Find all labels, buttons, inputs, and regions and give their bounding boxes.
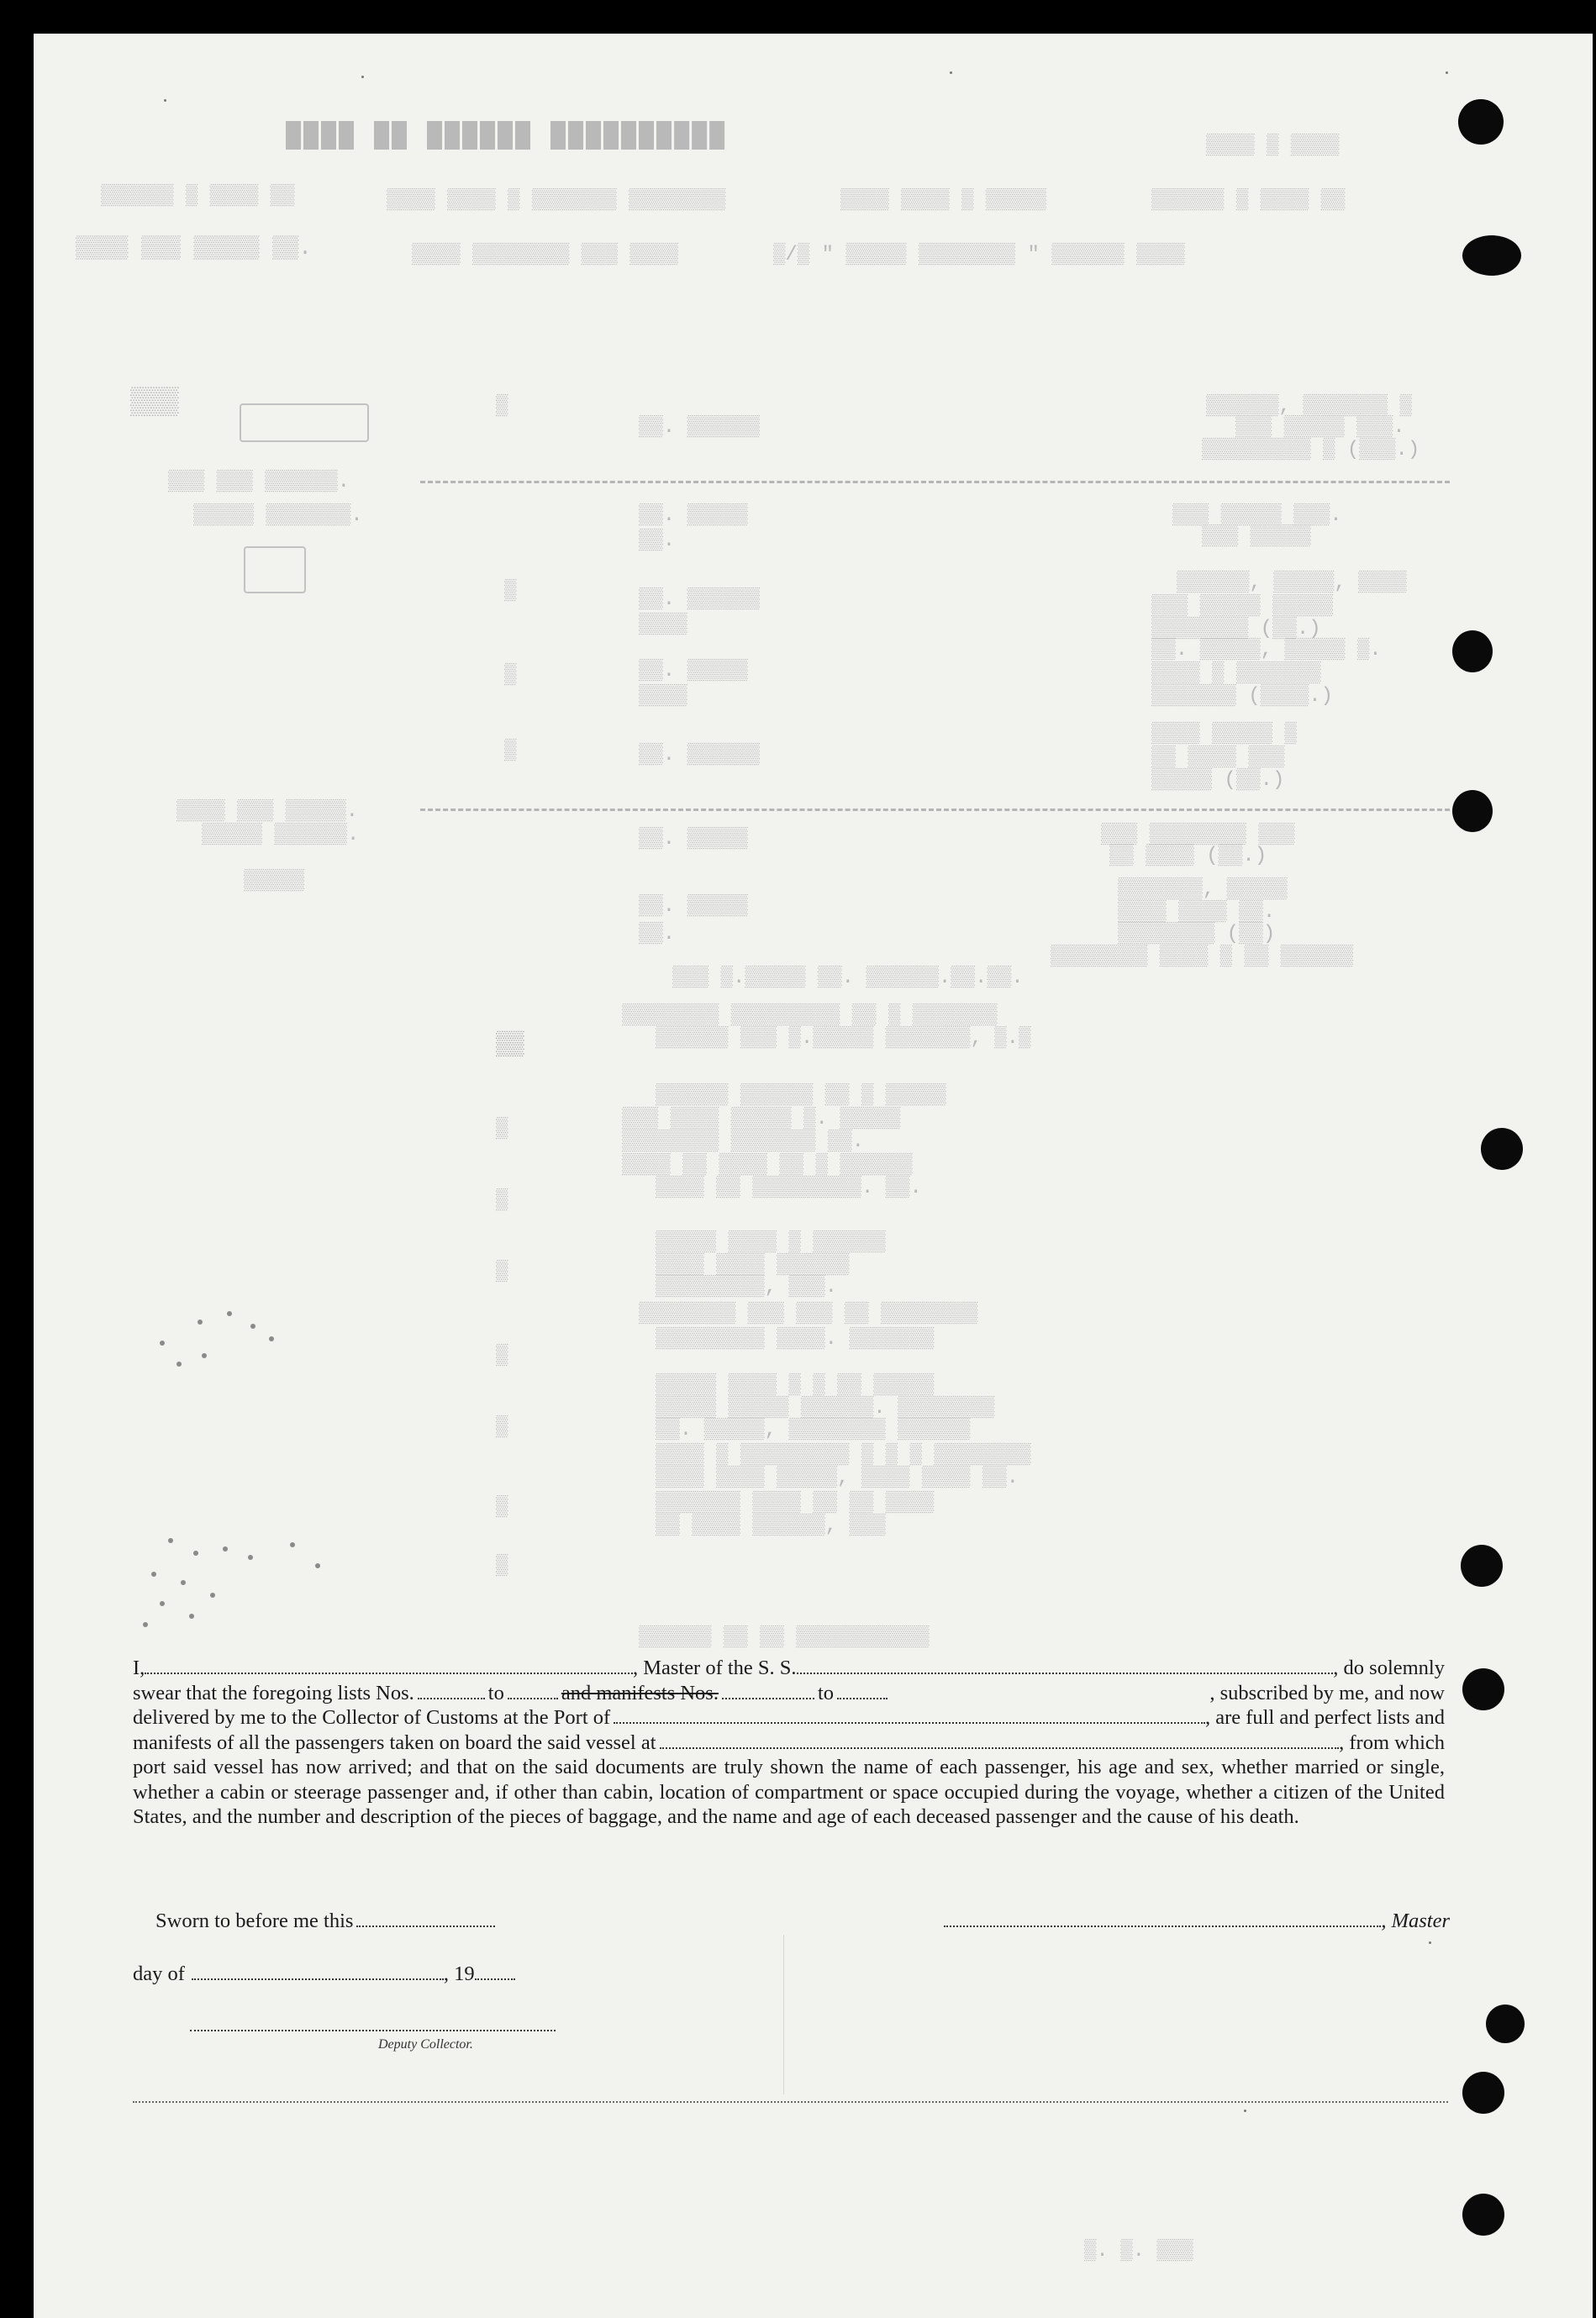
day-field — [192, 1963, 444, 1980]
punch-hole-2 — [1462, 235, 1521, 276]
oath-manifests-nos: and manifests Nos. — [561, 1681, 719, 1704]
punch-hole-10 — [1462, 2194, 1504, 2236]
document-page: ████ ██ ██████ ██████████ ▒▒▒▒▒▒ ▒ ▒▒▒▒ ▒▒ ▒▒▒▒ ▒▒▒▒ ▒ ▒▒▒▒▒▒▒ ▒▒▒▒▒▒▒▒ ▒▒▒▒ ▒▒▒▒ ▒ ▒▒▒▒▒ ▒▒▒▒▒▒ ▒ ▒▒▒▒ ▒▒ ▒▒▒▒ ▒▒▒ ▒▒▒▒▒ ▒▒. ▒▒▒▒ ▒▒▒▒▒▒▒▒ ▒▒▒ ▒▒▒▒ ▒/▒ " ▒▒▒▒▒ ▒▒▒▒▒▒▒▒ " ▒▒▒▒▒▒ ▒▒▒▒ ▒▒▒▒ ▒ ▒▒▒▒ ▒▒▒ ▒▒▒▒▒▒, ▒▒▒▒▒▒▒ ▒ ▒▒▒ ▒▒▒▒▒ ▒▒▒. ▒▒▒▒▒▒▒▒▒ ▒ (▒▒▒.) ▒▒. ▒▒▒▒▒▒ ▒ ▒▒▒ ▒▒▒ ▒▒▒▒▒▒. ▒▒▒▒▒ ▒▒▒▒▒▒▒. ▒▒▒ ▒▒▒▒▒ ▒▒▒. ▒▒▒ ▒▒▒▒▒ ▒▒. ▒▒▒▒▒ ▒▒. ▒▒▒▒▒▒, ▒▒▒▒▒, ▒▒▒▒ ▒▒▒ ▒▒▒▒▒ ▒▒▒▒▒ ▒▒▒▒▒▒▒▒ (▒▒.) ▒▒. ▒▒▒▒▒▒ ▒▒▒▒ ▒ ▒▒. ▒▒▒▒▒, ▒▒▒▒▒ ▒. ▒▒▒▒ ▒ ▒▒▒▒▒▒▒ ▒▒▒▒▒▒▒ (▒▒▒▒.) ▒▒. ▒▒▒▒▒ ▒▒▒▒ ▒ ▒▒▒▒ ▒▒▒▒▒ ▒ ▒▒ ▒▒▒▒ ▒▒▒ ▒▒▒▒▒ (▒▒.) ▒▒. ▒▒▒▒▒▒ ▒ ▒▒▒▒ ▒▒▒ ▒▒▒▒▒. ▒▒▒▒▒ ▒▒▒▒▒▒. ▒▒▒▒▒ ▒▒▒ ▒▒▒▒▒▒▒▒ ▒▒▒ ▒▒ ▒▒▒▒ (▒▒.) ▒▒. ▒▒▒▒▒ ▒▒▒▒▒▒▒, ▒▒▒▒▒ ▒▒▒▒ ▒▒▒▒ ▒▒. ▒▒▒▒▒▒▒▒ (▒▒) ▒▒▒▒▒▒▒▒ ▒▒▒▒ ▒ ▒▒ ▒▒▒▒▒▒ ▒▒▒ ▒.▒▒▒▒▒ ▒▒. ▒▒▒▒▒▒.▒▒.▒▒. ▒▒. ▒▒▒▒▒ ▒▒. ▒▒▒▒▒▒▒▒ ▒▒▒▒▒▒▒▒▒ ▒▒ ▒ ▒▒▒▒▒▒▒ ▒▒▒▒▒▒ ▒▒▒ ▒.▒▒▒▒▒ ▒▒▒▒▒▒▒, ▒.▒ ▒▒ ▒▒▒▒▒▒ ▒▒▒▒▒▒ ▒▒ ▒ ▒▒▒▒▒ ▒▒▒ ▒▒▒▒ ▒▒▒▒▒ ▒. ▒▒▒▒▒ ▒▒▒▒▒▒▒▒ ▒▒▒▒▒▒▒ ▒▒. ▒▒▒▒ ▒▒ ▒▒▒▒ ▒▒ ▒ ▒▒▒▒▒▒ ▒▒▒▒ ▒▒ ▒▒▒▒▒▒▒▒▒. ▒▒. ▒ ▒ ▒▒▒▒▒ ▒▒▒▒ ▒ ▒▒▒▒▒▒ ▒▒▒▒ ▒▒▒▒ ▒▒▒▒▒▒ ▒▒▒▒▒▒▒▒▒, ▒▒▒. ▒▒▒▒▒▒▒▒ ▒▒▒ ▒▒▒ ▒▒ ▒▒▒▒▒▒▒▒ ▒▒▒▒▒▒▒▒▒ ▒▒▒▒. ▒▒▒▒▒▒▒ ▒ ▒ ▒▒▒▒▒ ▒▒▒▒ ▒ ▒ ▒▒ ▒▒▒▒▒ ▒▒▒▒▒ ▒▒▒▒▒ ▒▒▒▒▒▒. ▒▒▒▒▒▒▒▒ ▒▒. ▒▒▒▒▒, ▒▒▒▒▒▒▒▒ ▒▒▒▒▒▒ ▒▒▒▒ ▒ ▒▒▒▒▒▒▒▒▒ ▒ ▒ ▒ ▒▒▒▒▒▒▒▒ ▒▒▒▒ ▒▒▒▒ ▒▒▒▒▒, ▒▒▒▒ ▒▒▒▒ ▒▒. ▒▒▒▒▒▒▒ ▒▒▒▒ ▒▒ ▒▒ ▒▒▒▒ ▒▒ ▒▒▒▒ ▒▒▒▒▒▒, ▒▒▒ ▒ ▒ ▒ ▒▒▒▒▒▒ ▒▒ ▒▒ ▒▒▒▒▒▒▒▒▒▒▒ ▒. ▒. ▒▒▒ I, , Master of the S. S. , do solemnly swear that the foregoing lists Nos. to and manifests Nos. to , subscribed by me, and now delivered by me to the Collector of Customs at the Port of , are full and perfect lists and manifests of all the passengers taken on board the said vessel at , from which port said vessel has now arrived; and that on the said documents are truly shown the name of each passenger, his age and sex, whether married or single, whether a cabin or steerage passenger and, if other than cabin, location of compartment or space occupied during the voyage, whether a citizen of the United States, and the number and description of the pieces of baggage, and the name and age of each deceased passenger and the cause of his death. Sworn to before me this , Master day of , 19 Deputy Collector. — [34, 34, 1593, 2318]
departure-port-field — [660, 1732, 1340, 1749]
faint-divider — [783, 1935, 784, 2094]
oath-full-perfect: , are full and perfect lists and — [1204, 1706, 1445, 1729]
manifests-from-field — [722, 1683, 814, 1699]
day-of-label: day of — [133, 1962, 185, 1985]
deputy-collector-label: Deputy Collector. — [378, 2037, 473, 2052]
vessel-name-field — [797, 1657, 1334, 1674]
oath-to-2: to — [817, 1681, 835, 1704]
master-oath-paragraph — [133, 1656, 1445, 1830]
lists-from-field — [418, 1683, 485, 1699]
oath-to-1: to — [487, 1681, 504, 1704]
day-row — [133, 1962, 515, 1986]
oath-body: port said vessel has now arrived; and that on the said documents are truly shown the name of each passenger, his age and sex, whether married or single, whether a cabin or steerage passenger and, if other than cabin, location of compartment or space occupied during the voyage, whether a citizen of the United States, and the number and description of the pieces of baggage, and the name and age of each deceased passenger and the cause of his death. — [133, 1756, 1445, 1828]
lists-to-field — [508, 1683, 558, 1699]
master-label: , Master — [1381, 1910, 1450, 1932]
oath-master-ss: , Master of the S. S. — [632, 1657, 797, 1679]
punch-hole-4 — [1452, 790, 1493, 832]
bottom-rule — [133, 2101, 1448, 2103]
oath-collector-port: delivered by me to the Collector of Customs at the Port of — [133, 1706, 611, 1729]
punch-hole-6 — [1461, 1545, 1503, 1587]
signature-row — [155, 1910, 1450, 1933]
year-label: , 19 — [443, 1962, 475, 1985]
manifests-to-field — [837, 1683, 888, 1699]
oath-do-solemnly: , do solemnly — [1333, 1657, 1445, 1679]
divider-dashed-1 — [420, 481, 1450, 483]
punch-hole-1 — [1458, 99, 1504, 145]
sworn-label: Sworn to before me this — [155, 1910, 354, 1932]
oath-taken-on-board: manifests of all the passengers taken on board the said vessel at — [133, 1731, 656, 1754]
oath-i: I, — [133, 1657, 145, 1679]
master-name-field — [145, 1657, 633, 1674]
punch-hole-8 — [1486, 2005, 1525, 2043]
punch-hole-3 — [1452, 630, 1493, 672]
oath-subscribed: , subscribed by me, and now — [1209, 1681, 1445, 1704]
sworn-date-field — [356, 1910, 495, 1927]
punch-hole-9 — [1462, 2072, 1504, 2114]
deputy-signature-line — [190, 2030, 556, 2031]
divider-dashed-2 — [420, 809, 1450, 811]
punch-hole-7 — [1462, 1668, 1504, 1710]
oath-from-which: , from which — [1339, 1731, 1445, 1754]
port-field — [614, 1707, 1205, 1724]
punch-hole-5 — [1481, 1128, 1523, 1170]
oath-lists-nos: swear that the foregoing lists Nos. — [133, 1681, 414, 1704]
year-field — [475, 1963, 515, 1980]
master-signature-field — [944, 1910, 1381, 1927]
